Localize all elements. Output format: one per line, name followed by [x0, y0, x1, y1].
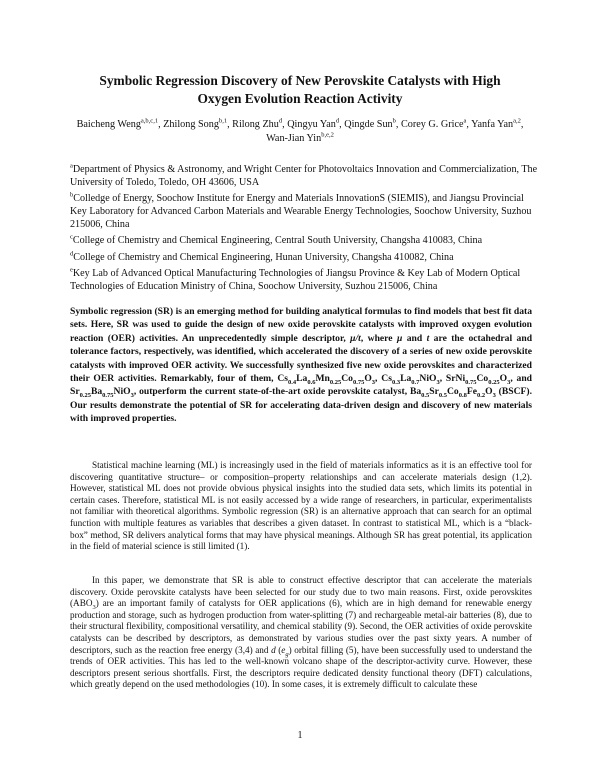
author: Yanfa Yan$^{a,2}$ — [471, 117, 521, 130]
author: Qingde Sun$^b$ — [344, 117, 396, 130]
abstract: Symbolic regression (SR) is an emerging method for building analytical formulas to find models that best fit data sets. Here, SR was used to guide the design of new oxide perovskite catalysts with improved oxygen evolution reaction (OER) activities. An unprecedentedly simple descriptor, μ/t, where μ and t are the octahedral and tolerance factors, respectively, was identified, which accelerated the discovery of a series of new oxide perovskite catalysts with improved OER activity. We successfully synthesized five new oxide perovskites and characterized their OER activities. Remarkably, four of them, $Cs_{0.4}La_{0.6}Mn_{0.25}Co_{0.75}O_3$, $Cs_{0.3}La_{0.7}NiO_3$, $SrNi_{0.75}Co_{0.25}O_3$, and $Sr_{0.25}Ba_{0.75}NiO_3$, outperform the current state-of-the-art oxide perovskite catalyst, $Ba_{0.5}Sr_{0.5}Co_{0.8}Fe_{0.2}O_3$ (BSCF). Our results demonstrate the potential of SR for accelerating data-driven design and discovery of new materials with improved properties. — [70, 306, 533, 425]
formula: $Cs_{0.3}La_{0.7}NiO_3$ — [381, 373, 440, 386]
paper-title — [60, 72, 540, 108]
formula: $SrNi_{0.75}Co_{0.25}O_3$ — [445, 373, 511, 386]
author-list: Baicheng Weng$^{a,b,c,1}$, Zhilong Song$^{b,1}$, Rilong Zhu$^d$, Qingyu Yan$^d$, Qingde Sun$^b$, Corey G. Grice$^a$, Yanfa Yan$^{a,2}$, Wan-Jian Yin$^{b,e,2}$ — [76, 117, 524, 144]
author: Qingyu Yan$^d$ — [287, 117, 340, 130]
body-paragraph-2: In this paper, we demonstrate that SR is able to construct effective descriptor that can accelerate the materials discovery. Oxide perovskite catalysts have been selected for our study due to two main reasons. First, oxide perovskites $(ABO_3)$ are an important family of catalysts for OER applications (6), which are in high demand for renewable energy production and storage, such as hydrogen production from water-splitting (7) and rechargeable metal-air batteries (8), due to their structural flexibility, compositional versatility, and chemical stability (9). Second, the OER activities of oxide perovskite catalysts can be described by descriptors, as demonstrated by various studies over the past sixty years. A number of descriptors, such as the reaction free energy (3,4) and d $(e_g)$ orbital filling (5), have been successfully used to understand the trends of OER activities. This has led to the well-known volcano shape of the descriptor-activity curve. However, these descriptors present serious shortfalls. First, the descriptors require dedicated density functional theory (DFT) calculations, which greatly depend on the used methodologies (10). In some cases, it is extremely difficult to calculate these — [70, 575, 532, 690]
title-line-2: Oxygen Evolution Reaction Activity — [197, 91, 403, 106]
affiliation-c: $^c$College of Chemistry and Chemical Engineering, Central South University, Changsha 410083, China — [70, 233, 483, 246]
affiliation-e: $^e$Key Lab of Advanced Optical Manufacturing Technologies of Jiangsu Province & Key Lab of Modern Optical Technologies of Education Ministry of China, Soochow University, Suzhou 215006, China — [70, 266, 521, 293]
formula: $Ba_{0.5}Sr_{0.5}Co_{0.8}Fe_{0.2}O_3$ — [409, 386, 496, 400]
formula: $Cs_{0.4}La_{0.6}Mn_{0.25}Co_{0.75}O_3$ — [277, 373, 376, 386]
author: Wan-Jian Yin$^{b,e,2}$ — [266, 131, 334, 144]
author: Zhilong Song$^{b,1}$ — [163, 117, 228, 130]
formula: $Sr_{0.25}Ba_{0.75}NiO_3$ — [70, 386, 134, 400]
affiliation-a: $^a$Department of Physics & Astronomy, and Wright Center for Photovoltaics Innovation and Commercialization, The University of Toledo, Toledo, OH 43606, USA — [70, 162, 538, 189]
author: Baicheng Weng$^{a,b,c,1}$ — [76, 117, 159, 130]
affiliation-b: $^b$Colledge of Energy, Soochow Institute for Energy and Materials InnovationS (SIEMIS), and Jiangsu Provincial Key Laboratory for Advanced Carbon Materials and Wearable Energy Technologies, Soochow University, Suzhou 215006, China — [70, 191, 532, 231]
title-line-1: Symbolic Regression Discovery of New Perovskite Catalysts with High — [99, 73, 501, 88]
author: Corey G. Grice$^a$ — [400, 117, 467, 130]
author: Rilong Zhu$^d$ — [232, 117, 283, 130]
affiliation-d: $^d$College of Chemistry and Chemical Engineering, Hunan University, Changsha 410082, China — [70, 250, 454, 263]
body-paragraph-1: Statistical machine learning (ML) is increasingly used in the field of materials informatics as it is an effective tool for discovering quantitative structure– or composition–property relationships and can accelerate materials design (1,2). However, statistical ML does not provide obvious physical insights into the studied data sets, which limits its potential in certain cases. Therefore, statistical ML is not easily accessed by a wide range of researchers, in particular, experimentalists not familiar with theoretical algorithms. Symbolic regression (SR) is an alternative approach that can search for an optimal function with multiple features as variables that describes a given dataset. In contrast to statistical ML, which is a “black-box” method, SR delivers analytical forms that may have physical meanings. Although SR has great potential, its application in the field of material science is still limited (1). — [70, 460, 532, 552]
page-number: 1 — [297, 730, 303, 741]
